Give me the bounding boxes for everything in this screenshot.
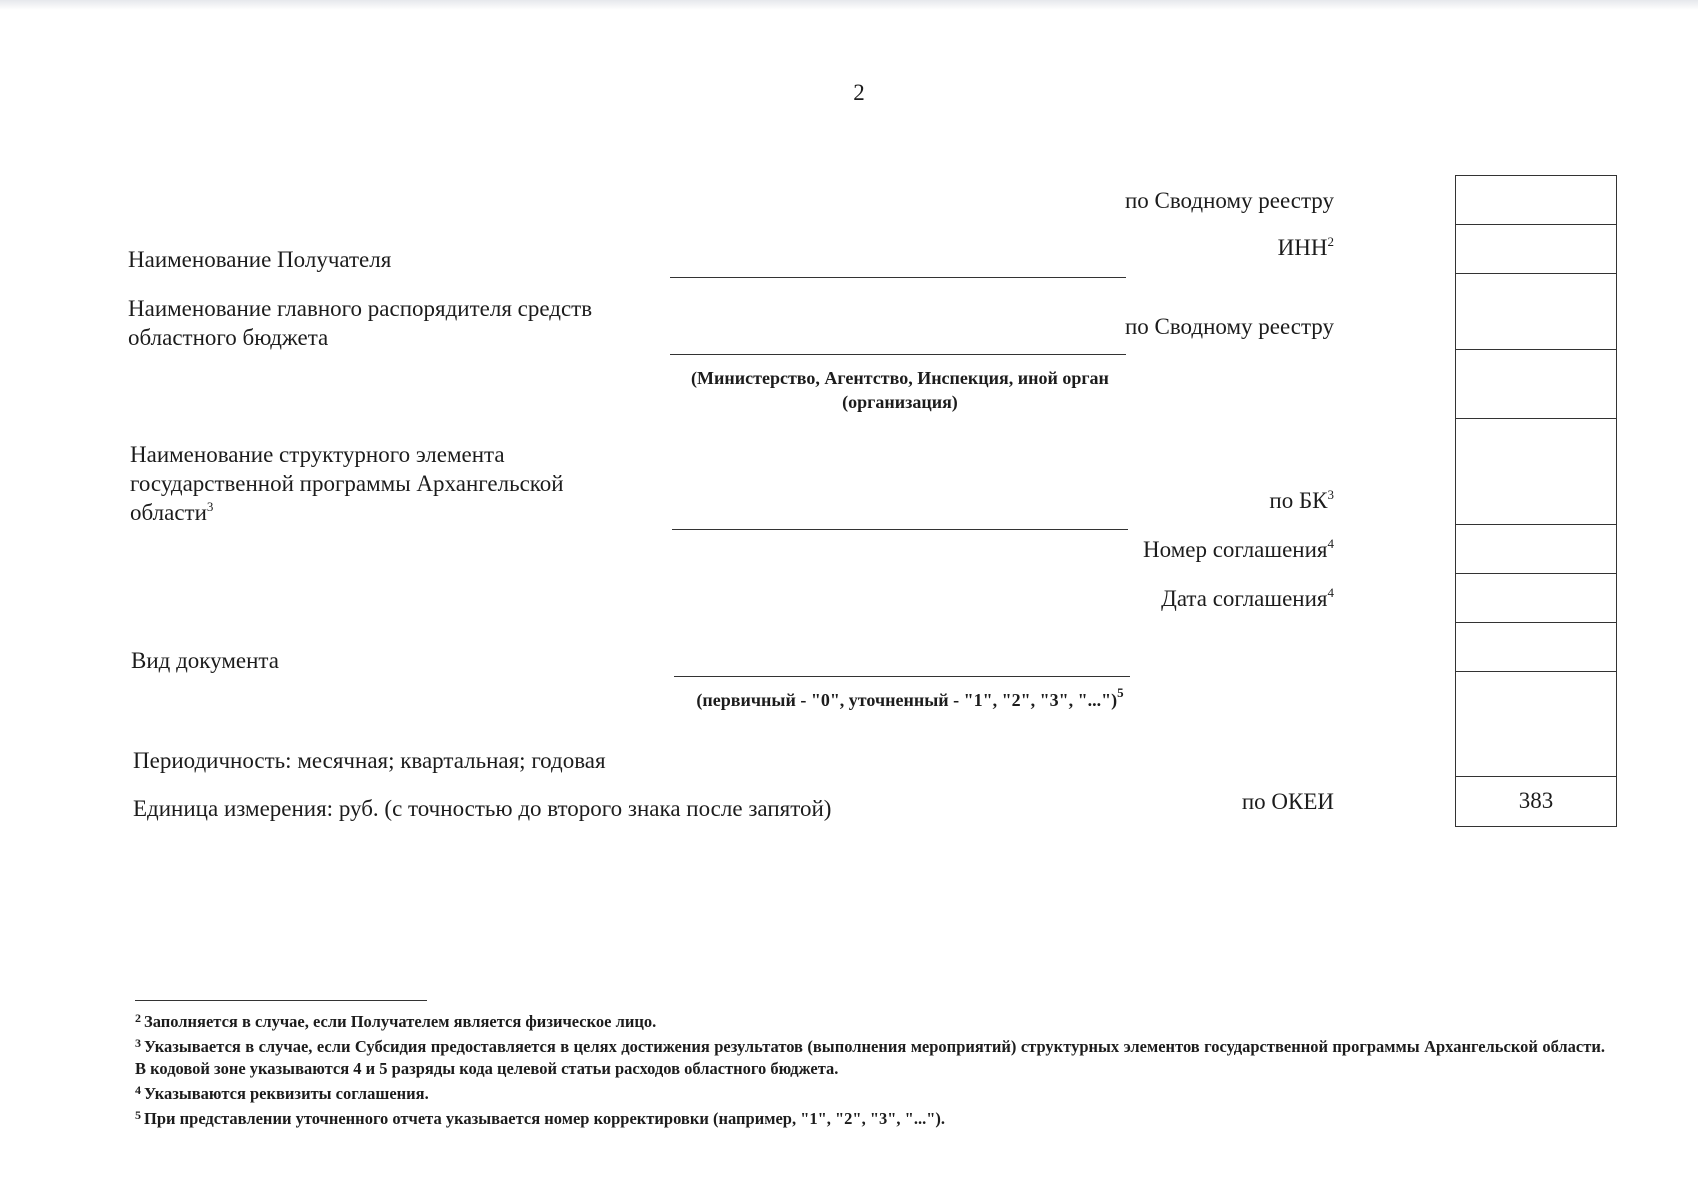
bk-label: по $БК^3$: [1269, 487, 1334, 513]
doc-type-label: Вид документа: [131, 648, 279, 673]
agreement-number-label: Номер соглашения$^4$: [1143, 536, 1334, 562]
code-cell-doc-type[interactable]: [1456, 622, 1616, 672]
code-cell-periodicity[interactable]: [1456, 671, 1616, 777]
recipient-fill-line[interactable]: [670, 277, 1126, 278]
chief-manager-label: Наименование главного распорядителя средств областного бюджета: [128, 296, 593, 350]
doc-type-hint: (первичный - "0", уточненный - "1", "2", "3", "...")$^5$: [696, 685, 1124, 710]
doc-type-fill-line[interactable]: [674, 676, 1130, 677]
code-cell-bk[interactable]: [1456, 418, 1616, 525]
code-cell-blank-1[interactable]: [1456, 349, 1616, 419]
recipient-label: Наименование Получателя: [128, 247, 392, 272]
scan-edge: [0, 0, 1698, 10]
footnote-2: $^2$ Заполняется в случае, если Получателем является физическое лицо.: [135, 1011, 657, 1031]
okei-label: по ОКЕИ: [1241, 789, 1334, 814]
code-cell-agreement-date[interactable]: [1456, 573, 1616, 623]
footnote-ref-2: 2: [1327, 234, 1334, 249]
code-cell-svodny-2[interactable]: [1456, 273, 1616, 350]
code-cell-agreement-number[interactable]: [1456, 524, 1616, 574]
footnotes: [135, 1011, 1605, 1133]
code-cell-svodny-1[interactable]: [1456, 175, 1616, 223]
footnote-5: $^5$ При представлении уточненного отчета указывается номер корректировки (например, "1", "2", "3", "...").: [135, 1108, 945, 1128]
footnote-4: $^4$ Указываются реквизиты соглашения.: [135, 1083, 429, 1103]
ministry-hint: (Министерство, Агентство, Инспекция, иной орган (организация): [691, 368, 1109, 412]
svodny-reestr-label-1: по Сводному реестру: [1124, 188, 1334, 213]
structural-element-label: Наименование структурного элемента государственной программы Архангельской области$^3$: [130, 442, 564, 525]
footnote-divider: [135, 1000, 427, 1001]
footnote-ref-4-date: 4: [1327, 585, 1334, 600]
periodicity-label: Периодичность: месячная; квартальная; годовая: [133, 748, 606, 773]
footnote-ref-5: 5: [1117, 685, 1124, 700]
code-cell-inn[interactable]: [1456, 224, 1616, 274]
footnote-ref-3: 3: [206, 499, 214, 514]
footnote-ref-3-bk: 3: [1327, 487, 1334, 502]
svodny-reestr-label-2: по Сводному реестру: [1124, 314, 1334, 339]
agreement-date-label: Дата соглашения$^4$: [1161, 585, 1334, 611]
footnote-3: $^3$ Указывается в случае, если Субсидия предоставляется в целях достижения результатов (выполнения мероприятий) структурных элементов государственной программы Архангельской области. В кодовой зоне указываются 4 и 5 разряды кода целевой статьи расходов областного бюджета.: [135, 1036, 1605, 1078]
unit-label: Единица измерения: руб. (с точностью до второго знака после запятой): [133, 796, 832, 821]
okei-value: 383: [1518, 788, 1554, 813]
code-box: [1455, 175, 1617, 827]
page-number: 2: [853, 80, 865, 105]
chief-manager-fill-line[interactable]: [670, 354, 1126, 355]
structural-element-fill-line[interactable]: [672, 529, 1128, 530]
footnote-ref-4-num: 4: [1327, 536, 1334, 551]
inn-label: ИНН$^2$: [1277, 234, 1334, 260]
